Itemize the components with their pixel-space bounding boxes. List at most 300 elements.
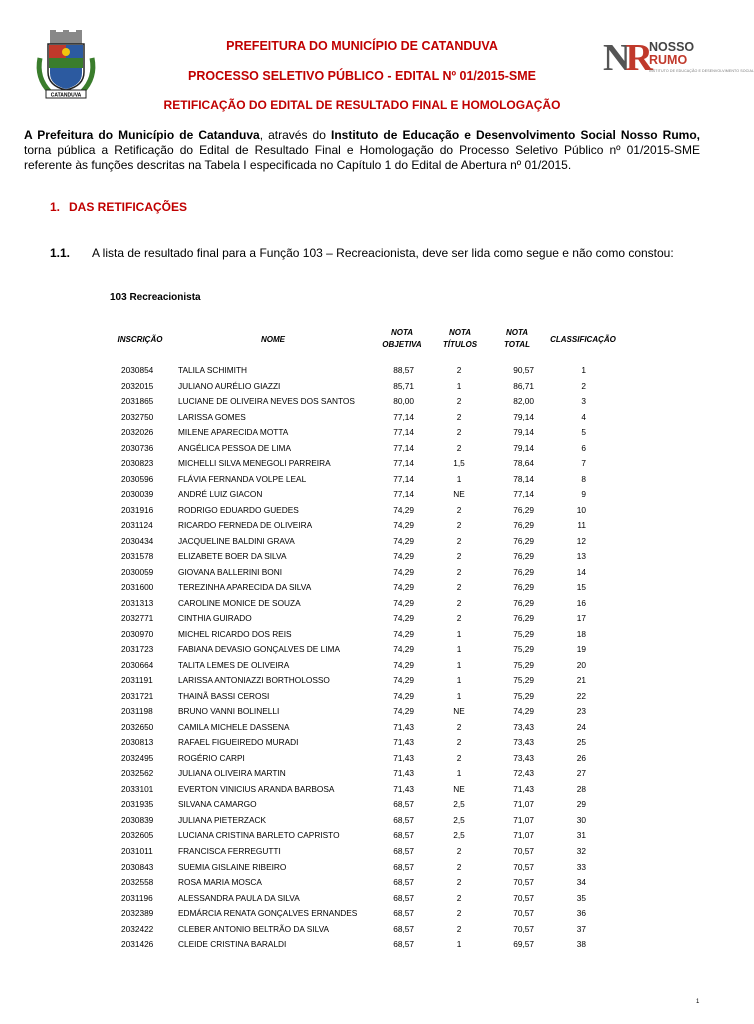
table-row (0, 844, 724, 860)
cell-inscricao: 2031600 (121, 582, 154, 593)
cell-nota-titulos: 2,5 (453, 830, 465, 841)
table-row (0, 534, 724, 550)
cell-classificacao: 3 (581, 396, 586, 407)
cell-nota-objetiva: 68,57 (393, 814, 414, 825)
cell-inscricao: 2030736 (121, 442, 154, 453)
cell-nota-titulos: 2 (456, 923, 462, 934)
cell-inscricao: 2031865 (121, 396, 154, 407)
cell-nome: TEREZINHA APARECIDA DA SILVA (178, 582, 312, 593)
cell-classificacao: 12 (576, 535, 586, 546)
cell-nota-titulos: 2 (456, 535, 462, 546)
cell-inscricao: 2031124 (121, 520, 153, 531)
cell-nome: MICHELLI SILVA MENEGOLI PARREIRA (178, 458, 331, 469)
cell-inscricao: 2031426 (121, 939, 154, 950)
table-row (0, 735, 724, 751)
cell-nota-objetiva: 77,14 (393, 473, 414, 484)
header-inscricao: INSCRIÇÃO (117, 335, 163, 344)
logo-letter-n: N (603, 37, 628, 79)
cell-nota-titulos: 1 (456, 380, 462, 391)
intro-paragraph (24, 128, 700, 173)
section-heading (50, 200, 187, 214)
cell-nota-total: 70,57 (513, 861, 534, 872)
cell-nome: CLEBER ANTONIO BELTRÃO DA SILVA (178, 923, 330, 934)
cell-classificacao: 35 (576, 892, 586, 903)
cell-nota-titulos: NE (453, 783, 465, 794)
cell-inscricao: 2032015 (121, 380, 154, 391)
cell-nota-titulos: 2,5 (453, 814, 465, 825)
cell-nome: LUCIANA CRISTINA BARLETO CAPRISTO (178, 830, 340, 841)
cell-nome: ROGÉRIO CARPI (178, 752, 245, 763)
cell-nome: RICARDO FERNEDA DE OLIVEIRA (178, 520, 313, 531)
cell-inscricao: 2032558 (121, 877, 154, 888)
cell-classificacao: 11 (577, 520, 586, 531)
cell-nota-total: 75,29 (513, 690, 534, 701)
cell-nota-objetiva: 74,29 (393, 582, 414, 593)
table-row (0, 394, 724, 410)
header-nota-total (489, 327, 545, 351)
cell-nota-titulos: 2 (456, 442, 462, 453)
cell-inscricao: 2032389 (121, 908, 154, 919)
table-row (0, 828, 724, 844)
cell-classificacao: 14 (576, 566, 586, 577)
cell-inscricao: 2030823 (121, 458, 154, 469)
cell-nota-objetiva: 74,29 (393, 690, 414, 701)
cell-inscricao: 2032750 (121, 411, 154, 422)
cell-nome: BRUNO VANNI BOLINELLI (178, 706, 280, 717)
cell-classificacao: 15 (576, 582, 586, 593)
cell-classificacao: 17 (576, 613, 586, 624)
cell-nota-objetiva: 74,29 (393, 675, 414, 686)
cell-nota-titulos: 1 (456, 628, 462, 639)
cell-inscricao: 2030059 (121, 566, 154, 577)
cell-nota-titulos: 2 (456, 737, 462, 748)
item-number: 1.1. (50, 246, 71, 260)
cell-nota-objetiva: 71,43 (393, 768, 414, 779)
cell-classificacao: 29 (576, 799, 586, 810)
cell-nota-total: 71,07 (513, 830, 534, 841)
header-nota-total-line2: TOTAL (504, 340, 530, 349)
table-row (0, 441, 724, 457)
cell-nota-titulos: 2 (456, 908, 462, 919)
cell-classificacao: 21 (576, 675, 586, 686)
cell-nome: ROSA MARIA MOSCA (178, 877, 262, 888)
cell-nota-objetiva: 68,57 (393, 799, 414, 810)
header-nome: NOME (261, 335, 285, 344)
cell-nome: MILENE APARECIDA MOTTA (178, 427, 289, 438)
cell-nota-total: 76,29 (513, 597, 534, 608)
cell-nome: JULIANO AURÉLIO GIAZZI (178, 380, 281, 391)
cell-inscricao: 2032495 (121, 752, 154, 763)
cell-inscricao: 2031011 (121, 845, 153, 856)
cell-nota-titulos: 2 (456, 721, 462, 732)
cell-nota-total: 79,14 (513, 442, 534, 453)
cell-nota-objetiva: 74,29 (393, 535, 414, 546)
cell-inscricao: 2032605 (121, 830, 154, 841)
table-row (0, 720, 724, 736)
cell-nota-titulos: NE (453, 706, 465, 717)
cell-nota-total: 74,29 (513, 706, 534, 717)
cell-classificacao: 37 (576, 923, 586, 934)
item-text: A lista de resultado final para a Função 103 – Recreacionista, deve ser lida como segue e não como constou: (92, 246, 674, 260)
cell-nota-titulos: 2 (456, 365, 462, 375)
cell-classificacao: 30 (576, 814, 586, 825)
table-row (0, 751, 724, 767)
cell-inscricao: 2031916 (121, 504, 154, 515)
cell-nota-total: 76,29 (513, 520, 534, 531)
cell-classificacao: 8 (581, 473, 586, 484)
table-row (0, 875, 724, 891)
table-row (0, 937, 724, 953)
cell-nota-titulos: 2 (456, 427, 462, 438)
cell-nome: TALILA SCHIMITH (178, 365, 247, 375)
cell-nota-total: 70,57 (513, 877, 534, 888)
cell-nota-objetiva: 68,57 (393, 845, 414, 856)
cell-nota-objetiva: 71,43 (393, 721, 414, 732)
table-row (0, 673, 724, 689)
cell-nota-total: 90,57 (513, 365, 534, 375)
cell-nome: FABIANA DEVASIO GONÇALVES DE LIMA (178, 644, 340, 655)
cell-inscricao: 2033101 (121, 783, 154, 794)
cell-nota-objetiva: 74,29 (393, 613, 414, 624)
item-1-1 (50, 246, 674, 260)
results-table-body (0, 363, 724, 953)
cell-classificacao: 7 (581, 458, 586, 469)
cell-nota-titulos: 2 (456, 582, 462, 593)
cell-nota-titulos: 2 (456, 877, 462, 888)
cell-classificacao: 32 (576, 845, 586, 856)
cell-nota-objetiva: 77,14 (393, 489, 414, 500)
cell-nota-objetiva: 71,43 (393, 752, 414, 763)
cell-inscricao: 2030596 (121, 473, 154, 484)
table-row (0, 518, 724, 534)
cell-classificacao: 23 (576, 706, 586, 717)
cell-inscricao: 2031191 (121, 675, 153, 686)
cell-nome: EDMÁRCIA RENATA GONÇALVES ERNANDES (178, 908, 358, 919)
cell-nota-total: 70,57 (513, 923, 534, 934)
cell-nota-titulos: 2 (456, 845, 462, 856)
cell-nome: ALESSANDRA PAULA DA SILVA (178, 892, 300, 903)
cell-classificacao: 22 (576, 690, 586, 701)
cell-nota-total: 76,29 (513, 551, 534, 562)
cell-nota-objetiva: 85,71 (393, 380, 414, 391)
cell-nota-titulos: 2 (456, 752, 462, 763)
table-row (0, 565, 724, 581)
cell-inscricao: 2031313 (121, 597, 154, 608)
cell-nota-titulos: 2 (456, 551, 462, 562)
cell-classificacao: 38 (576, 939, 586, 950)
cell-inscricao: 2031935 (121, 799, 154, 810)
cell-nota-titulos: 2 (456, 396, 462, 407)
cell-nota-objetiva: 68,57 (393, 908, 414, 919)
cell-classificacao: 36 (576, 908, 586, 919)
cell-nota-total: 79,14 (513, 411, 534, 422)
cell-nota-objetiva: 68,57 (393, 830, 414, 841)
header-subject: RETIFICAÇÃO DO EDITAL DE RESULTADO FINAL E HOMOLOGAÇÃO (163, 98, 561, 112)
cell-inscricao: 2030854 (121, 365, 154, 375)
table-row (0, 704, 724, 720)
header-classificacao: CLASSIFICAÇÃO (550, 335, 616, 344)
logo-letter-r: R (625, 37, 650, 79)
table-row (0, 379, 724, 395)
cell-nome: FLÁVIA FERNANDA VOLPE LEAL (178, 473, 307, 484)
cell-nome: ANDRÉ LUIZ GIACON (178, 489, 263, 500)
cell-classificacao: 24 (576, 721, 586, 732)
cell-nota-total: 75,29 (513, 644, 534, 655)
cell-inscricao: 2030434 (121, 535, 154, 546)
cell-nota-objetiva: 80,00 (393, 396, 414, 407)
cell-nome: CINTHIA GUIRADO (178, 613, 252, 624)
cell-nota-total: 76,29 (513, 566, 534, 577)
cell-nota-titulos: 2 (456, 504, 462, 515)
cell-nome: LUCIANE DE OLIVEIRA NEVES DOS SANTOS (178, 396, 355, 407)
cell-classificacao: 16 (576, 597, 586, 608)
cell-inscricao: 2032422 (121, 923, 154, 934)
cell-classificacao: 2 (581, 380, 586, 391)
cell-nome: GIOVANA BALLERINI BONI (178, 566, 283, 577)
table-row (0, 611, 724, 627)
cell-inscricao: 2032026 (121, 427, 154, 438)
table-row (0, 813, 724, 829)
cell-nota-total: 78,64 (513, 458, 534, 469)
cell-nome: FRANCISCA FERREGUTTI (178, 845, 281, 856)
cell-nota-objetiva: 74,29 (393, 520, 414, 531)
cell-nota-titulos: 2 (456, 411, 462, 422)
intro-bold-2: Instituto de Educação e Desenvolvimento Social Nosso Rumo, (330, 128, 700, 142)
cell-nota-objetiva: 74,29 (393, 597, 414, 608)
cell-nome: ELIZABETE BOER DA SILVA (178, 551, 287, 562)
cell-nome: CLEIDE CRISTINA BARALDI (178, 939, 287, 950)
cell-nome: CAMILA MICHELE DASSENA (178, 721, 290, 732)
cell-nota-objetiva: 77,14 (393, 442, 414, 453)
cell-nota-objetiva: 68,57 (393, 877, 414, 888)
cell-nota-titulos: 2 (456, 892, 462, 903)
cell-nome: THAINÃ BASSI CEROSI (178, 690, 270, 701)
cell-inscricao: 2030813 (121, 737, 154, 748)
table-row (0, 410, 724, 426)
cell-classificacao: 10 (576, 504, 586, 515)
cell-inscricao: 2031198 (121, 706, 153, 717)
cell-inscricao: 2030664 (121, 659, 154, 670)
cell-nota-total: 75,29 (513, 659, 534, 670)
table-row (0, 549, 724, 565)
cell-classificacao: 19 (576, 644, 586, 655)
cell-nome: EVERTON VINICIUS ARANDA BARBOSA (178, 783, 335, 794)
cell-inscricao: 2031721 (121, 690, 154, 701)
cell-nota-titulos: 2 (456, 613, 462, 624)
intro-text-2: torna pública a Retificação do Edital de Resultado Final e Homologação do Processo Seletivo Público nº 01/2015-SME referente às funções descritas na Tabela I especificada no Capítulo 1 do Edital de Abertura nº 01/2015. (24, 143, 700, 172)
logo-word-nosso: NOSSO (649, 40, 695, 54)
cell-nome: SILVANA CAMARGO (178, 799, 257, 810)
cell-nota-total: 71,07 (513, 814, 534, 825)
cell-classificacao: 18 (576, 628, 586, 639)
cell-nota-total: 73,43 (513, 721, 534, 732)
cell-inscricao: 2030970 (121, 628, 154, 639)
cell-inscricao: 2030039 (121, 489, 154, 500)
table-row (0, 487, 724, 503)
cell-nome: CAROLINE MONICE DE SOUZA (178, 597, 301, 608)
cell-nota-objetiva: 68,57 (393, 923, 414, 934)
cell-nota-titulos: 2 (456, 520, 462, 531)
cell-nota-total: 76,29 (513, 535, 534, 546)
cell-nome: RODRIGO EDUARDO GUEDES (178, 504, 299, 515)
cell-nome: ANGÉLICA PESSOA DE LIMA (178, 442, 291, 453)
cell-nome: SUEMIA GISLAINE RIBEIRO (178, 861, 287, 872)
cell-nota-objetiva: 68,57 (393, 892, 414, 903)
cell-nota-total: 69,57 (513, 939, 534, 950)
table-row (0, 766, 724, 782)
cell-classificacao: 6 (581, 442, 586, 453)
cell-inscricao: 2031196 (121, 892, 153, 903)
cell-nota-objetiva: 71,43 (393, 783, 414, 794)
cell-nota-total: 73,43 (513, 752, 534, 763)
cell-nota-objetiva: 74,29 (393, 659, 414, 670)
cell-nota-objetiva: 68,57 (393, 939, 414, 950)
cell-nota-objetiva: 68,57 (393, 861, 414, 872)
cell-nota-total: 76,29 (513, 582, 534, 593)
cell-nota-objetiva: 74,29 (393, 628, 414, 639)
table-row (0, 425, 724, 441)
cell-classificacao: 34 (576, 877, 586, 888)
cell-nota-objetiva: 74,29 (393, 566, 414, 577)
section-number: 1. (50, 200, 61, 214)
table-row (0, 689, 724, 705)
table-row (0, 782, 724, 798)
cell-nota-titulos: 1 (456, 473, 462, 484)
logo-word-rumo: RUMO (649, 53, 688, 67)
cell-nota-total: 72,43 (513, 768, 534, 779)
cell-nota-titulos: 2,5 (453, 799, 465, 810)
cell-nota-titulos: NE (453, 489, 465, 500)
cell-classificacao: 26 (576, 752, 586, 763)
cell-classificacao: 20 (576, 659, 586, 670)
header-nota-objetiva (374, 327, 430, 351)
cell-nota-total: 70,57 (513, 908, 534, 919)
cell-nota-total: 76,29 (513, 613, 534, 624)
header-process: PROCESSO SELETIVO PÚBLICO - EDITAL Nº 01/2015-SME (188, 69, 536, 83)
cell-inscricao: 2031578 (121, 551, 154, 562)
table-row (0, 503, 724, 519)
cell-nome: MICHEL RICARDO DOS REIS (178, 628, 292, 639)
cell-classificacao: 4 (581, 411, 586, 422)
cell-inscricao: 2032650 (121, 721, 154, 732)
cell-nota-titulos: 1,5 (453, 458, 465, 469)
logo-tagline: INSTITUTO DE EDUCAÇÃO E DESENVOLVIMENTO SOCIAL (649, 69, 754, 73)
cell-nome: RAFAEL FIGUEIREDO MURADI (178, 737, 299, 748)
cell-nota-objetiva: 77,14 (393, 411, 414, 422)
cell-nota-titulos: 2 (456, 597, 462, 608)
cell-nome: JULIANA PIETERZACK (178, 814, 267, 825)
cell-nota-titulos: 1 (456, 675, 462, 686)
cell-inscricao: 2030839 (121, 814, 154, 825)
cell-nota-titulos: 1 (456, 644, 462, 655)
cell-nota-total: 76,29 (513, 504, 534, 515)
cell-nota-total: 82,00 (513, 396, 534, 407)
cell-nota-objetiva: 74,29 (393, 504, 414, 515)
header-nota-titulos-line1: NOTA (448, 328, 472, 337)
crest-motto: CATANDUVA (50, 92, 82, 99)
cell-nota-objetiva: 74,29 (393, 551, 414, 562)
cell-nota-objetiva: 77,14 (393, 427, 414, 438)
cell-nota-total: 71,43 (513, 783, 534, 794)
cell-nota-total: 73,43 (513, 737, 534, 748)
header-nota-titulos-line2: TÍTULOS (442, 340, 478, 349)
section-title: DAS RETIFICAÇÕES (69, 200, 188, 214)
cell-nota-titulos: 1 (456, 659, 462, 670)
table-row (0, 658, 724, 674)
header-nota-titulos (432, 327, 488, 351)
header-nota-total-line1: NOTA (505, 328, 529, 337)
cell-nota-titulos: 1 (456, 939, 462, 950)
table-row (0, 797, 724, 813)
cell-nome: LARISSA ANTONIAZZI BORTHOLOSSO (178, 675, 330, 686)
cell-nota-objetiva: 77,14 (393, 458, 414, 469)
function-title: 103 Recreacionista (110, 292, 201, 303)
cell-nota-total: 86,71 (513, 380, 534, 391)
table-row (0, 922, 724, 938)
table-row (0, 580, 724, 596)
cell-classificacao: 1 (581, 365, 586, 375)
cell-nota-total: 78,14 (513, 473, 534, 484)
cell-classificacao: 13 (576, 551, 586, 562)
cell-classificacao: 5 (581, 427, 586, 438)
cell-nota-objetiva: 71,43 (393, 737, 414, 748)
table-row (0, 596, 724, 612)
cell-classificacao: 25 (576, 737, 586, 748)
table-row (0, 891, 724, 907)
cell-classificacao: 33 (576, 861, 586, 872)
cell-nota-total: 70,57 (513, 845, 534, 856)
cell-inscricao: 2030843 (121, 861, 154, 872)
cell-inscricao: 2031723 (121, 644, 154, 655)
cell-nota-titulos: 1 (456, 768, 462, 779)
cell-nome: JACQUELINE BALDINI GRAVA (178, 535, 295, 546)
table-row (0, 642, 724, 658)
table-row (0, 472, 724, 488)
cell-nota-total: 71,07 (513, 799, 534, 810)
cell-nota-total: 70,57 (513, 892, 534, 903)
table-row (0, 456, 724, 472)
cell-nota-titulos: 2 (456, 861, 462, 872)
cell-classificacao: 27 (576, 768, 586, 779)
table-row (0, 627, 724, 643)
cell-classificacao: 9 (581, 489, 586, 500)
cell-nota-objetiva: 74,29 (393, 706, 414, 717)
cell-nome: TALITA LEMES DE OLIVEIRA (178, 659, 290, 670)
cell-nota-total: 75,29 (513, 675, 534, 686)
table-row (0, 363, 724, 379)
cell-classificacao: 28 (576, 783, 586, 794)
cell-classificacao: 31 (576, 830, 586, 841)
cell-inscricao: 2032562 (121, 768, 154, 779)
cell-nota-titulos: 2 (456, 566, 462, 577)
header-municipality: PREFEITURA DO MUNICÍPIO DE CATANDUVA (226, 39, 498, 53)
cell-nota-titulos: 1 (456, 690, 462, 701)
header-nota-objetiva-line2: OBJETIVA (382, 340, 422, 349)
intro-text-1: , através do (259, 128, 331, 142)
cell-nota-total: 79,14 (513, 427, 534, 438)
cell-nota-objetiva: 88,57 (393, 365, 414, 375)
page-number: 1 (696, 999, 700, 1005)
table-row (0, 860, 724, 876)
table-row (0, 906, 724, 922)
cell-nota-objetiva: 74,29 (393, 644, 414, 655)
cell-nome: LARISSA GOMES (178, 411, 246, 422)
intro-bold-1: A Prefeitura do Município de Catanduva (24, 128, 260, 142)
cell-nota-total: 77,14 (513, 489, 534, 500)
header-nota-objetiva-line1: NOTA (390, 328, 414, 337)
cell-nome: JULIANA OLIVEIRA MARTIN (178, 768, 286, 779)
cell-nota-total: 75,29 (513, 628, 534, 639)
